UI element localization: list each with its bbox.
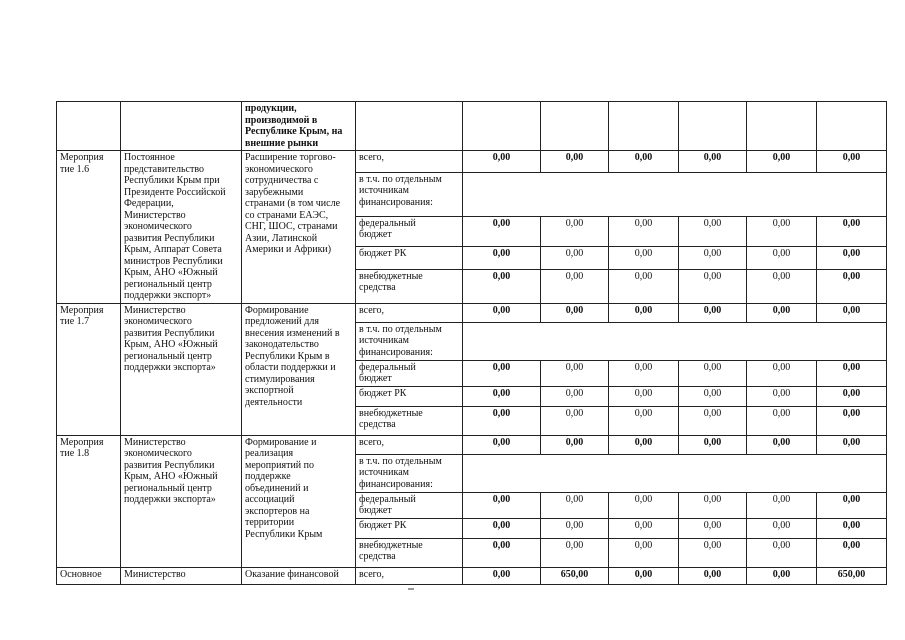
- value-cell: 0,00: [463, 246, 541, 269]
- value-cell: 0,00: [463, 360, 541, 386]
- value-cell: 0,00: [679, 406, 747, 435]
- source-label-cell: федеральный бюджет: [356, 360, 463, 386]
- page-mark: [408, 588, 414, 590]
- value-cell: 0,00: [463, 269, 541, 303]
- value-cell: 0,00: [463, 435, 541, 454]
- value-cell: 0,00: [817, 406, 887, 435]
- value-cell: 0,00: [817, 303, 887, 322]
- value-cell: 0,00: [679, 151, 747, 173]
- measure-id-cell: Основное: [57, 567, 121, 584]
- source-label-cell: всего,: [356, 151, 463, 173]
- value-cell: 0,00: [609, 406, 679, 435]
- measure-id-cell: Мероприя тие 1.7: [57, 303, 121, 435]
- value-cell: 0,00: [817, 492, 887, 518]
- value-cell: 0,00: [679, 386, 747, 406]
- value-cell: 0,00: [609, 216, 679, 246]
- executor-cell: Министерство: [121, 567, 242, 584]
- value-cell: 0,00: [463, 567, 541, 584]
- value-cell: 0,00: [679, 360, 747, 386]
- value-cell: 0,00: [747, 492, 817, 518]
- value-cell: 0,00: [747, 435, 817, 454]
- source-label-cell: бюджет РК: [356, 246, 463, 269]
- value-cell: 0,00: [541, 151, 609, 173]
- value-cell: 650,00: [541, 567, 609, 584]
- financing-table: [56, 101, 887, 585]
- value-cell: 0,00: [463, 538, 541, 567]
- value-cell: 0,00: [679, 538, 747, 567]
- source-label-cell: бюджет РК: [356, 386, 463, 406]
- description-cell: Формирование предложений для внесения изменений в законодательство Республики Крым в области поддержки и стимулирования экспортной деятельности: [242, 303, 356, 435]
- value-cell: 0,00: [609, 360, 679, 386]
- table-cell: [356, 102, 463, 151]
- value-cell: 0,00: [609, 386, 679, 406]
- value-cell: 0,00: [747, 406, 817, 435]
- description-cell: Расширение торгово- экономического сотрудничества с зарубежными странами (в том числе со странами ЕАЭС, СНГ, ШОС, странами Азии, Латинской Америки и Африки): [242, 151, 356, 304]
- description-cell: Оказание финансовой: [242, 567, 356, 584]
- value-cell: 0,00: [541, 269, 609, 303]
- table-cell: [121, 102, 242, 151]
- value-cell: 650,00: [817, 567, 887, 584]
- value-cell: 0,00: [541, 492, 609, 518]
- value-cell: 0,00: [817, 518, 887, 538]
- value-cell: 0,00: [541, 360, 609, 386]
- value-cell: 0,00: [747, 303, 817, 322]
- value-cell: 0,00: [747, 518, 817, 538]
- measure-id-cell: Мероприя тие 1.6: [57, 151, 121, 304]
- source-label-cell: в т.ч. по отдельным источникам финансирования:: [356, 454, 463, 492]
- value-cell: 0,00: [609, 538, 679, 567]
- value-cell: 0,00: [679, 518, 747, 538]
- value-cell: 0,00: [747, 269, 817, 303]
- source-label-cell: бюджет РК: [356, 518, 463, 538]
- executor-cell: Министерство экономического развития Республики Крым, АНО «Южный региональный центр поддержки экспорта»: [121, 435, 242, 567]
- value-cell: 0,00: [747, 567, 817, 584]
- value-cell: 0,00: [679, 492, 747, 518]
- value-cell: 0,00: [541, 216, 609, 246]
- table-cell: [57, 102, 121, 151]
- value-cell: 0,00: [541, 518, 609, 538]
- source-label-cell: внебюджетные средства: [356, 538, 463, 567]
- value-cell: 0,00: [747, 360, 817, 386]
- value-cell: 0,00: [747, 386, 817, 406]
- value-cell: 0,00: [817, 216, 887, 246]
- value-cell: 0,00: [541, 435, 609, 454]
- value-cell: 0,00: [609, 518, 679, 538]
- value-cell: 0,00: [679, 435, 747, 454]
- value-cell: 0,00: [463, 518, 541, 538]
- value-cell: 0,00: [609, 151, 679, 173]
- empty-cell: [463, 172, 887, 216]
- value-cell: 0,00: [747, 216, 817, 246]
- source-label-cell: внебюджетные средства: [356, 269, 463, 303]
- value-cell: 0,00: [541, 303, 609, 322]
- value-cell: 0,00: [463, 151, 541, 173]
- value-cell: 0,00: [609, 567, 679, 584]
- value-cell: 0,00: [747, 538, 817, 567]
- value-cell: 0,00: [463, 386, 541, 406]
- value-cell: 0,00: [463, 216, 541, 246]
- value-cell: 0,00: [609, 269, 679, 303]
- empty-cell: [463, 454, 887, 492]
- source-label-cell: всего,: [356, 435, 463, 454]
- value-cell: 0,00: [817, 435, 887, 454]
- table-body: [57, 102, 887, 585]
- table-cell: [609, 102, 679, 151]
- source-label-cell: всего,: [356, 303, 463, 322]
- description-cell: продукции, производимой в Республике Крым, на внешние рынки: [242, 102, 356, 151]
- measure-id-cell: Мероприя тие 1.8: [57, 435, 121, 567]
- value-cell: 0,00: [463, 492, 541, 518]
- table-cell: [747, 102, 817, 151]
- value-cell: 0,00: [817, 269, 887, 303]
- value-cell: 0,00: [679, 269, 747, 303]
- value-cell: 0,00: [463, 303, 541, 322]
- value-cell: 0,00: [817, 360, 887, 386]
- table-row: [57, 102, 887, 151]
- table-cell: [541, 102, 609, 151]
- value-cell: 0,00: [679, 216, 747, 246]
- source-label-cell: внебюджетные средства: [356, 406, 463, 435]
- value-cell: 0,00: [679, 567, 747, 584]
- table-cell: [463, 102, 541, 151]
- value-cell: 0,00: [541, 246, 609, 269]
- source-label-cell: федеральный бюджет: [356, 492, 463, 518]
- source-label-cell: федеральный бюджет: [356, 216, 463, 246]
- value-cell: 0,00: [817, 246, 887, 269]
- value-cell: 0,00: [541, 406, 609, 435]
- table-cell: [679, 102, 747, 151]
- value-cell: 0,00: [609, 435, 679, 454]
- value-cell: 0,00: [817, 538, 887, 567]
- table-row: [57, 151, 887, 173]
- value-cell: 0,00: [679, 303, 747, 322]
- value-cell: 0,00: [609, 303, 679, 322]
- value-cell: 0,00: [679, 246, 747, 269]
- value-cell: 0,00: [747, 151, 817, 173]
- value-cell: 0,00: [817, 386, 887, 406]
- table-row: [57, 303, 887, 322]
- value-cell: 0,00: [609, 492, 679, 518]
- value-cell: 0,00: [463, 406, 541, 435]
- value-cell: 0,00: [541, 538, 609, 567]
- source-label-cell: всего,: [356, 567, 463, 584]
- table-row: [57, 567, 887, 584]
- table-cell: [817, 102, 887, 151]
- value-cell: 0,00: [541, 386, 609, 406]
- value-cell: 0,00: [609, 246, 679, 269]
- empty-cell: [463, 322, 887, 360]
- executor-cell: Министерство экономического развития Республики Крым, АНО «Южный региональный центр поддержки экспорта»: [121, 303, 242, 435]
- value-cell: 0,00: [817, 151, 887, 173]
- value-cell: 0,00: [747, 246, 817, 269]
- executor-cell: Постоянное представительство Республики Крым при Президенте Российской Федерации, Министерство экономического развития Республики Крым, Аппарат Совета министров Республики Крым, АНО «Южный региональный центр поддержки экспорт»: [121, 151, 242, 304]
- description-cell: Формирование и реализация мероприятий по поддержке объединений и ассоциаций экспортеров на территории Республики Крым: [242, 435, 356, 567]
- source-label-cell: в т.ч. по отдельным источникам финансирования:: [356, 322, 463, 360]
- source-label-cell: в т.ч. по отдельным источникам финансирования:: [356, 172, 463, 216]
- table-row: [57, 435, 887, 454]
